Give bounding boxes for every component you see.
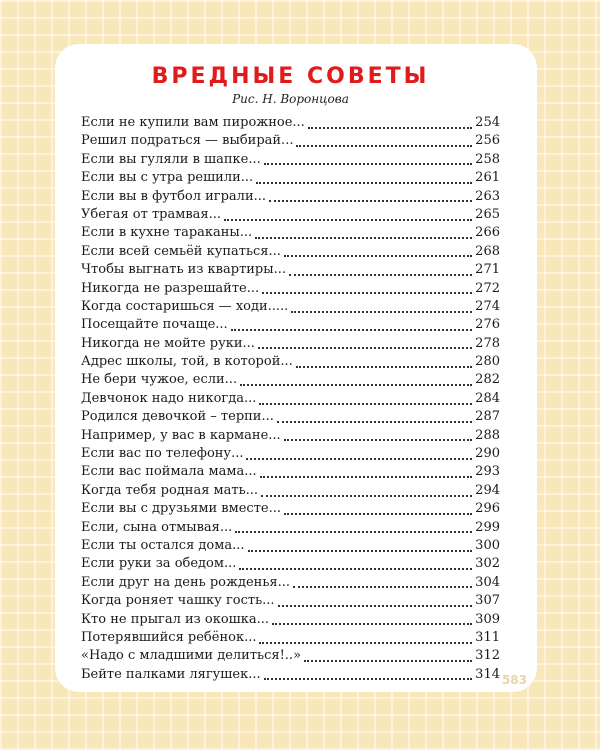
toc-entry[interactable] [81, 575, 500, 593]
toc-entry-title: Когда тебя родная мать... [81, 482, 259, 498]
toc-entry[interactable] [81, 299, 500, 317]
toc-entry-title: Никогда не мойте руки... [81, 335, 255, 351]
toc-entry[interactable] [81, 648, 500, 666]
toc-entry-title: Если вас поймала мама... [81, 464, 257, 480]
toc-entry[interactable] [81, 612, 500, 630]
toc-entry[interactable] [81, 336, 500, 354]
toc-entry-page: 268 [475, 243, 500, 259]
dot-leader [304, 659, 472, 662]
dot-leader [264, 677, 473, 680]
toc-entry-page: 284 [475, 390, 500, 406]
toc-entry[interactable] [81, 464, 500, 482]
toc-entry-page: 302 [475, 556, 500, 572]
dot-leader [239, 567, 472, 570]
toc-entry[interactable] [81, 391, 500, 409]
dot-leader [261, 494, 472, 497]
dot-leader [284, 254, 472, 257]
toc-entry-title: Потерявшийся ребёнок... [81, 629, 257, 645]
toc-entry-title: Если вы в футбол играли... [81, 188, 267, 204]
toc-entry-page: 265 [475, 206, 500, 222]
toc-entry-title: Если вы с утра решили... [81, 170, 254, 186]
toc-entry-title: Если руки за обедом... [81, 556, 237, 572]
toc-entry-page: 287 [475, 409, 500, 425]
dot-leader [308, 126, 472, 129]
dot-leader [291, 310, 472, 313]
toc-entry-title: «Надо с младшими делиться!..» [81, 648, 302, 664]
toc-entry-page: 258 [475, 151, 500, 167]
toc-entry-title: Если, сына отмывая... [81, 519, 233, 535]
toc-entry-page: 293 [475, 464, 500, 480]
toc-entry-page: 278 [475, 335, 500, 351]
toc-entry-title: Если вас по телефону... [81, 446, 244, 462]
toc-entry-title: Когда состаришься — ходи..... [81, 298, 289, 314]
toc-entry-page: 314 [475, 666, 500, 682]
toc-entry-page: 254 [475, 115, 500, 130]
toc-entry-title: Если вы гуляли в шапке... [81, 151, 261, 167]
toc-entry[interactable] [81, 593, 500, 611]
toc-entry[interactable] [81, 317, 500, 335]
toc-entry-page: 261 [475, 170, 500, 186]
toc-entry[interactable] [81, 556, 500, 574]
toc-entry[interactable] [81, 501, 500, 519]
toc-entry-page: 272 [475, 280, 500, 296]
toc-entry[interactable] [81, 520, 500, 538]
toc-entry-title: Адрес школы, той, в которой... [81, 354, 293, 370]
toc-entry-title: Чтобы выгнать из квартиры... [81, 262, 286, 278]
dot-leader [269, 199, 472, 202]
toc-entry[interactable] [81, 428, 500, 446]
toc-entry-title: Кто не прыгал из окошка... [81, 611, 270, 627]
dot-leader [259, 402, 472, 405]
toc-entry-page: 266 [475, 225, 500, 241]
dot-leader [240, 383, 472, 386]
toc-entry-title: Убегая от трамвая... [81, 206, 222, 222]
toc-entry-title: Если ты остался дома... [81, 537, 245, 553]
toc-entry[interactable] [81, 207, 500, 225]
toc-entry[interactable] [81, 446, 500, 464]
dot-leader [284, 512, 472, 515]
dot-leader [224, 218, 472, 221]
toc-entry-page: 304 [475, 574, 500, 590]
toc-entry[interactable] [81, 133, 500, 151]
toc-entry-page: 282 [475, 372, 500, 388]
toc-entry-title: Если не купили вам пирожное... [81, 115, 305, 130]
toc-entry-page: 309 [475, 611, 500, 627]
dot-leader [262, 291, 472, 294]
toc-entry-page: 276 [475, 317, 500, 333]
toc-entry[interactable] [81, 483, 500, 501]
toc-entry-title: Не бери чужое, если... [81, 372, 238, 388]
toc-entry-page: 294 [475, 482, 500, 498]
dot-leader [258, 346, 472, 349]
toc-entry-title: Если в кухне тараканы... [81, 225, 253, 241]
dot-leader [246, 457, 472, 460]
toc-entry-page: 311 [475, 629, 500, 645]
toc-entry[interactable] [81, 630, 500, 648]
toc-entry-page: 263 [475, 188, 500, 204]
page-number: 583 [501, 673, 527, 687]
toc-entry-title: Бейте палками лягушек... [81, 666, 261, 682]
dot-leader [264, 162, 472, 165]
dot-leader [277, 420, 472, 423]
toc-entry[interactable] [81, 244, 500, 262]
dot-leader [293, 585, 472, 588]
dot-leader [296, 365, 472, 368]
dot-leader [278, 604, 473, 607]
dot-leader [272, 622, 472, 625]
toc-entry-page: 256 [475, 133, 500, 149]
dot-leader [284, 438, 473, 441]
toc-entry[interactable] [81, 262, 500, 280]
toc-entry[interactable] [81, 354, 500, 372]
toc-entry-title: Если друг на день рожденья... [81, 574, 291, 590]
toc-entry[interactable] [81, 225, 500, 243]
toc-entry-page: 274 [475, 298, 500, 314]
toc-entry-title: Родился девочкой – терпи... [81, 409, 274, 425]
toc-entry-page: 307 [475, 593, 500, 609]
dot-leader [256, 181, 472, 184]
contents-card [55, 44, 537, 692]
dot-leader [248, 549, 473, 552]
toc-entry-page: 299 [475, 519, 500, 535]
illustrator-credit: Рис. Н. Воронцова [232, 92, 349, 106]
toc-entry-title: Девчонок надо никогда... [81, 390, 257, 406]
toc-entry[interactable] [81, 170, 500, 188]
toc-entry[interactable] [81, 281, 500, 299]
toc-entry-page: 271 [475, 262, 500, 278]
toc-entry-title: Если всей семьёй купаться... [81, 243, 281, 259]
dot-leader [231, 328, 473, 331]
toc-entry-title: Например, у вас в кармане... [81, 427, 281, 443]
dot-leader [255, 236, 472, 239]
toc-entry-title: Посещайте почаще... [81, 317, 228, 333]
toc-entry-page: 296 [475, 501, 500, 517]
toc-entry-title: Если вы с друзьями вместе... [81, 501, 281, 517]
dot-leader [296, 144, 472, 147]
toc-entry[interactable] [81, 115, 500, 133]
toc-entry[interactable] [81, 667, 500, 685]
dot-leader [260, 475, 473, 478]
toc-entry[interactable] [81, 538, 500, 556]
toc-entry-page: 290 [475, 446, 500, 462]
toc-entry[interactable] [81, 372, 500, 390]
toc-entry[interactable] [81, 152, 500, 170]
table-of-contents [81, 115, 500, 685]
toc-entry-title: Никогда не разрешайте... [81, 280, 260, 296]
toc-entry[interactable] [81, 409, 500, 427]
toc-entry-page: 300 [475, 537, 500, 553]
section-title: ВРЕДНЫЕ СОВЕТЫ [151, 64, 430, 89]
toc-entry[interactable] [81, 189, 500, 207]
toc-entry-title: Решил подраться — выбирай... [81, 133, 294, 149]
dot-leader [289, 273, 472, 276]
toc-entry-page: 288 [475, 427, 500, 443]
toc-entry-page: 312 [475, 648, 500, 664]
dot-leader [235, 530, 472, 533]
dot-leader [259, 641, 472, 644]
toc-entry-page: 280 [475, 354, 500, 370]
toc-entry-title: Когда роняет чашку гость... [81, 593, 275, 609]
